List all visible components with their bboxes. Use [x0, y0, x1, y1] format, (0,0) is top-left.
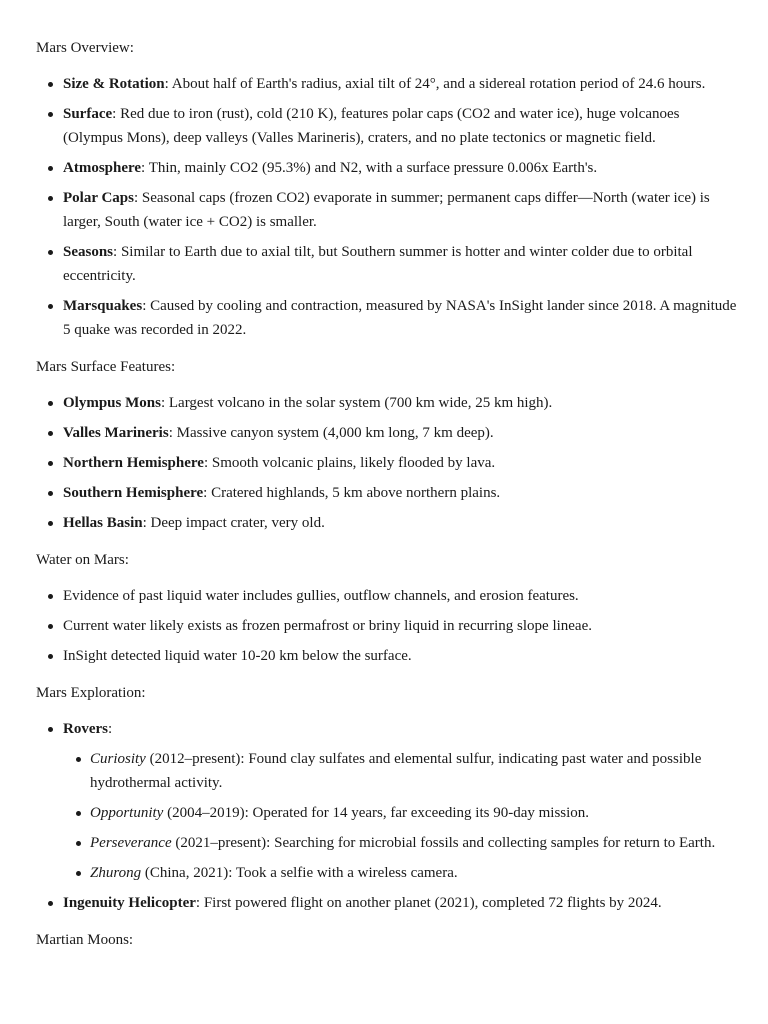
list-item — [63, 240, 738, 288]
item-text: : — [108, 721, 113, 737]
list-item — [63, 391, 738, 415]
item-text: : Smooth volcanic plains, likely flooded by lava. — [203, 455, 496, 471]
rover-text: (China, 2021): Took a selfie with a wireless camera. — [141, 865, 458, 881]
section-heading-exploration: Mars Exploration: — [36, 685, 146, 701]
rover-text: (2021–present): Searching for microbial fossils and collecting samples for return to Earth. — [171, 835, 716, 851]
item-term: Valles Marineris — [63, 425, 169, 441]
list-item — [63, 511, 738, 535]
rover-name: Curiosity — [90, 751, 146, 767]
item-text: : Caused by cooling and contraction, measured by NASA's InSight lander since 2018. A magnitude 5 quake was recorded in 2022. — [63, 298, 737, 338]
exploration-list — [36, 717, 738, 915]
list-item — [63, 614, 738, 638]
list-item — [63, 644, 738, 668]
rover-item — [90, 801, 738, 825]
item-text: : About half of Earth's radius, axial tilt of 24°, and a sidereal rotation period of 24.6 hours. — [164, 76, 706, 92]
item-text: Evidence of past liquid water includes gullies, outflow channels, and erosion features. — [63, 588, 579, 604]
item-text: InSight detected liquid water 10-20 km below the surface. — [63, 648, 412, 664]
list-item — [63, 186, 738, 234]
item-text: : Deep impact crater, very old. — [142, 515, 325, 531]
list-item — [63, 584, 738, 608]
item-term: Olympus Mons — [63, 395, 161, 411]
rover-item — [90, 831, 738, 855]
rover-name: Perseverance — [90, 835, 172, 851]
item-term: Polar Caps — [63, 190, 134, 206]
list-item — [63, 102, 738, 150]
item-text: : Red due to iron (rust), cold (210 K), features polar caps (CO2 and water ice), huge volcanoes (Olympus Mons), deep valleys (Valles Marineris), craters, and no plate tectonics or magnetic field. — [63, 106, 680, 146]
item-term: Atmosphere — [63, 160, 142, 176]
rover-item — [90, 747, 738, 795]
item-term: Northern Hemisphere — [63, 455, 204, 471]
item-term: Rovers — [63, 721, 108, 737]
item-term: Seasons — [63, 244, 114, 260]
item-term: Hellas Basin — [63, 515, 143, 531]
rover-text: (2004–2019): Operated for 14 years, far exceeding its 90-day mission. — [163, 805, 590, 821]
rovers-list — [63, 747, 738, 885]
item-term: Ingenuity Helicopter — [63, 895, 196, 911]
item-text: : Massive canyon system (4,000 km long, 7 km deep). — [168, 425, 494, 441]
item-text: : Seasonal caps (frozen CO2) evaporate in summer; permanent caps differ—North (water ice) is larger, South (water ice + CO2) is smaller. — [63, 190, 710, 230]
list-item — [63, 156, 738, 180]
rover-item — [90, 861, 738, 885]
item-text: : Largest volcano in the solar system (700 km wide, 25 km high). — [160, 395, 553, 411]
rover-text: (2012–present): Found clay sulfates and elemental sulfur, indicating past water and possible hydrothermal activity. — [90, 751, 702, 791]
rover-name: Opportunity — [90, 805, 164, 821]
section-heading-overview: Mars Overview: — [36, 40, 134, 56]
item-term: Size & Rotation — [63, 76, 165, 92]
section-heading-surface-features: Mars Surface Features: — [36, 359, 176, 375]
section-heading-moons: Martian Moons: — [36, 932, 134, 948]
item-text: Current water likely exists as frozen permafrost or briny liquid in recurring slope lineae. — [63, 618, 592, 634]
surface-features-list — [36, 391, 738, 535]
overview-list — [36, 72, 738, 342]
list-item — [63, 451, 738, 475]
list-item — [63, 481, 738, 505]
list-item — [63, 421, 738, 445]
list-item — [63, 294, 738, 342]
item-term: Surface — [63, 106, 113, 122]
item-text: : Cratered highlands, 5 km above northern plains. — [203, 485, 501, 501]
rover-name: Zhurong — [90, 865, 142, 881]
list-item — [63, 72, 738, 96]
list-item-helicopter — [63, 891, 738, 915]
item-text: : Similar to Earth due to axial tilt, but Southern summer is hotter and winter colder due to orbital eccentricity. — [63, 244, 693, 284]
water-list — [36, 584, 738, 668]
list-item-rovers — [63, 717, 738, 885]
item-term: Southern Hemisphere — [63, 485, 204, 501]
item-term: Marsquakes — [63, 298, 143, 314]
item-text: : Thin, mainly CO2 (95.3%) and N2, with a surface pressure 0.006x Earth's. — [141, 160, 598, 176]
item-text: : First powered flight on another planet (2021), completed 72 flights by 2024. — [195, 895, 662, 911]
section-heading-water: Water on Mars: — [36, 552, 129, 568]
